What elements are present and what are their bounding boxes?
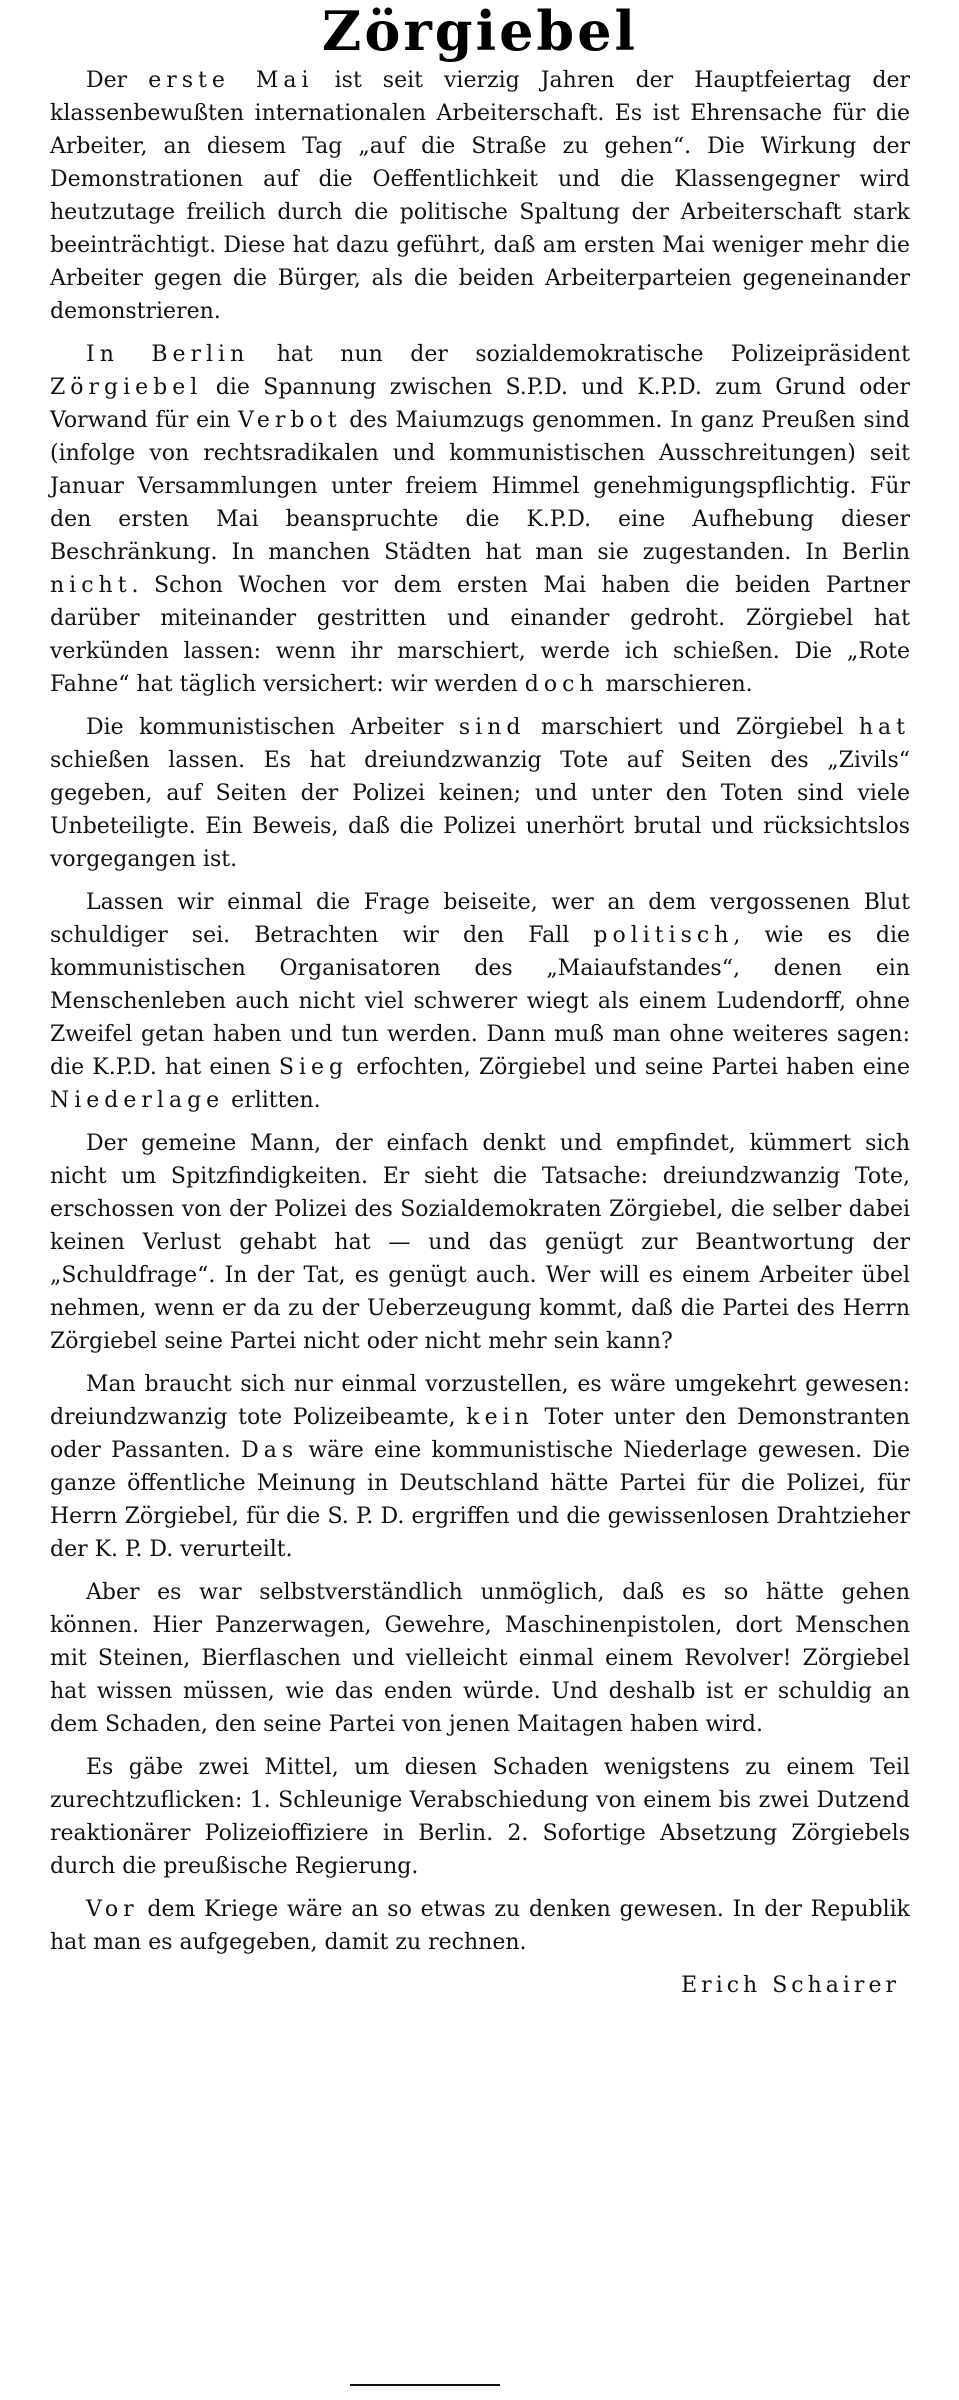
emphasized-text: erste Mai [148, 68, 314, 93]
emphasized-text: Zörgiebel [50, 375, 203, 400]
article-title: Zörgiebel [321, 0, 639, 63]
text-run: Es gäbe zwei Mittel, um diesen Schaden wenigstens zu einem Teil zurechtzuflicken: 1. Schleunige Verabschiedung von einem bis zwei Dutzend reaktionärer Polizeioffiziere in Berlin. 2. Sofortige Absetzung Zörgiebels durch die preußische Regierung. [50, 1755, 910, 1879]
text-run: Man braucht sich nur einmal vorzustellen, es wäre umgekehrt gewesen: dreiundzwanzig tote Polizeibeamte, [50, 1372, 910, 1430]
paragraph [50, 1127, 910, 1358]
text-run: schießen lassen. Es hat dreiundzwanzig Tote auf Seiten des „Zivils“ gegeben, auf Seiten der Polizei keinen; und unter den Toten sind viele Unbeteiligte. Ein Beweis, daß die Polizei unerhört brutal und rücksichtslos vorgegangen ist. [50, 748, 910, 872]
text-run: die Spannung zwischen S.P.D. und K.P.D. zum Grund oder Vorwand für ein [50, 375, 910, 433]
text-run: marschieren. [598, 672, 753, 697]
author-signature: Erich Schairer [681, 1973, 900, 1998]
article [50, 0, 910, 2400]
closing-rule [350, 2384, 500, 2386]
paragraph [50, 338, 910, 701]
emphasized-text: nicht [50, 573, 132, 598]
emphasized-text: Verbot [238, 408, 342, 433]
emphasized-text: Das [241, 1438, 299, 1463]
paragraph [50, 1751, 910, 1883]
paragraph [50, 1893, 910, 1959]
text-run: , wie es die kommunistischen Organisatoren des „Maiaufstandes“, denen ein Menschenleben auch nicht viel schwerer wiegt als einem Ludendorff, ohne Zweifel getan haben und tun werden. Dann muß man ohne weiteres sagen: die K.P.D. hat einen [50, 923, 910, 1080]
emphasized-text: doch [524, 672, 599, 697]
paragraph [50, 1576, 910, 1741]
paragraph [50, 64, 910, 328]
text-run: hat nun der sozialdemokratische Polizeipräsident [249, 342, 910, 367]
emphasized-text: kein [466, 1405, 534, 1430]
paragraph [50, 1368, 910, 1566]
text-run: Der [86, 68, 149, 93]
paragraph [50, 886, 910, 1117]
text-run: marschiert und Zörgiebel [525, 715, 859, 740]
emphasized-text: politisch [593, 923, 734, 948]
article-body [50, 64, 910, 1959]
text-run: erlitten. [224, 1088, 321, 1113]
paragraph [50, 711, 910, 876]
text-run: des Maiumzugs genommen. In ganz Preußen sind (infolge von rechtsradikalen und kommunistischen Ausschreitungen) seit Januar Versammlungen unter freiem Himmel genehmigungspflichtig. Für den ersten Mai beanspruchte die K.P.D. eine Aufhebung dieser Beschränkung. In manchen Städten hat man sie zugestanden. In Berlin [50, 408, 910, 565]
emphasized-text: Sieg [278, 1055, 349, 1080]
text-run: ist seit vierzig Jahren der Hauptfeiertag der klassenbewußten internationalen Arbeiterschaft. Es ist Ehrensache für die Arbeiter, an diesem Tag „auf die Straße zu gehen“. Die Wirkung der Demonstrationen auf die Oeffentlichkeit und die Klassengegner wird heutzutage freilich durch die politische Spaltung der Arbeiterschaft stark beeinträchtigt. Diese hat dazu geführt, daß am ersten Mai weniger mehr die Arbeiter gegen die Bürger, als die beiden Arbeiterparteien gegeneinander demonstrieren. [50, 68, 911, 324]
text-run: Aber es war selbstverständlich unmöglich, daß es so hätte gehen können. Hier Panzerwagen, Gewehre, Maschinenpistolen, dort Menschen mit Steinen, Bierflaschen und vielleicht einmal einem Revolver! Zörgiebel hat wissen müssen, wie das enden würde. Und deshalb ist er schuldig an dem Schaden, den seine Partei von jenen Maitagen haben wird. [50, 1580, 910, 1737]
emphasized-text: Niederlage [50, 1088, 225, 1113]
text-run: erfochten, Zörgiebel und seine Partei haben eine [348, 1055, 910, 1080]
text-run: . Schon Wochen vor dem ersten Mai haben die beiden Partner darüber miteinander gestritten und einander gedroht. Zörgiebel hat verkünden lassen: wenn ihr marschiert, werde ich schießen. Die „Rote Fahne“ hat täglich versichert: wir werden [50, 573, 910, 697]
text-run: wäre eine kommunistische Niederlage gewesen. Die ganze öffentliche Meinung in Deutschland hätte Partei für die Polizei, für Herrn Zörgiebel, für die S. P. D. ergriffen und die gewissenlosen Drahtzieher der K. P. D. verurteilt. [50, 1438, 911, 1562]
emphasized-text: In Berlin [86, 342, 250, 367]
emphasized-text: Vor [86, 1897, 139, 1922]
text-run: Toter unter den Demonstranten oder Passanten. [50, 1405, 910, 1463]
emphasized-text: hat [858, 715, 910, 740]
emphasized-text: sind [458, 715, 526, 740]
text-run: Die kommunistischen Arbeiter [86, 715, 459, 740]
text-run: Der gemeine Mann, der einfach denkt und empfindet, kümmert sich nicht um Spitzfindigkeiten. Er sieht die Tatsache: dreiundzwanzig Tote, erschossen von der Polizei des Sozialdemokraten Zörgiebel, die selber dabei keinen Verlust gehabt hat — und das genügt zur Beantwortung der „Schuldfrage“. In der Tat, es genügt auch. Wer will es einem Arbeiter übel nehmen, wenn er da zu der Ueberzeugung kommt, daß die Partei des Herrn Zörgiebel seine Partei nicht oder nicht mehr sein kann? [50, 1131, 910, 1354]
text-run: Lassen wir einmal die Frage beiseite, wer an dem vergossenen Blut schuldiger sei. Betrachten wir den Fall [50, 890, 910, 948]
text-run: dem Kriege wäre an so etwas zu denken gewesen. In der Republik hat man es aufgegeben, damit zu rechnen. [50, 1897, 910, 1955]
